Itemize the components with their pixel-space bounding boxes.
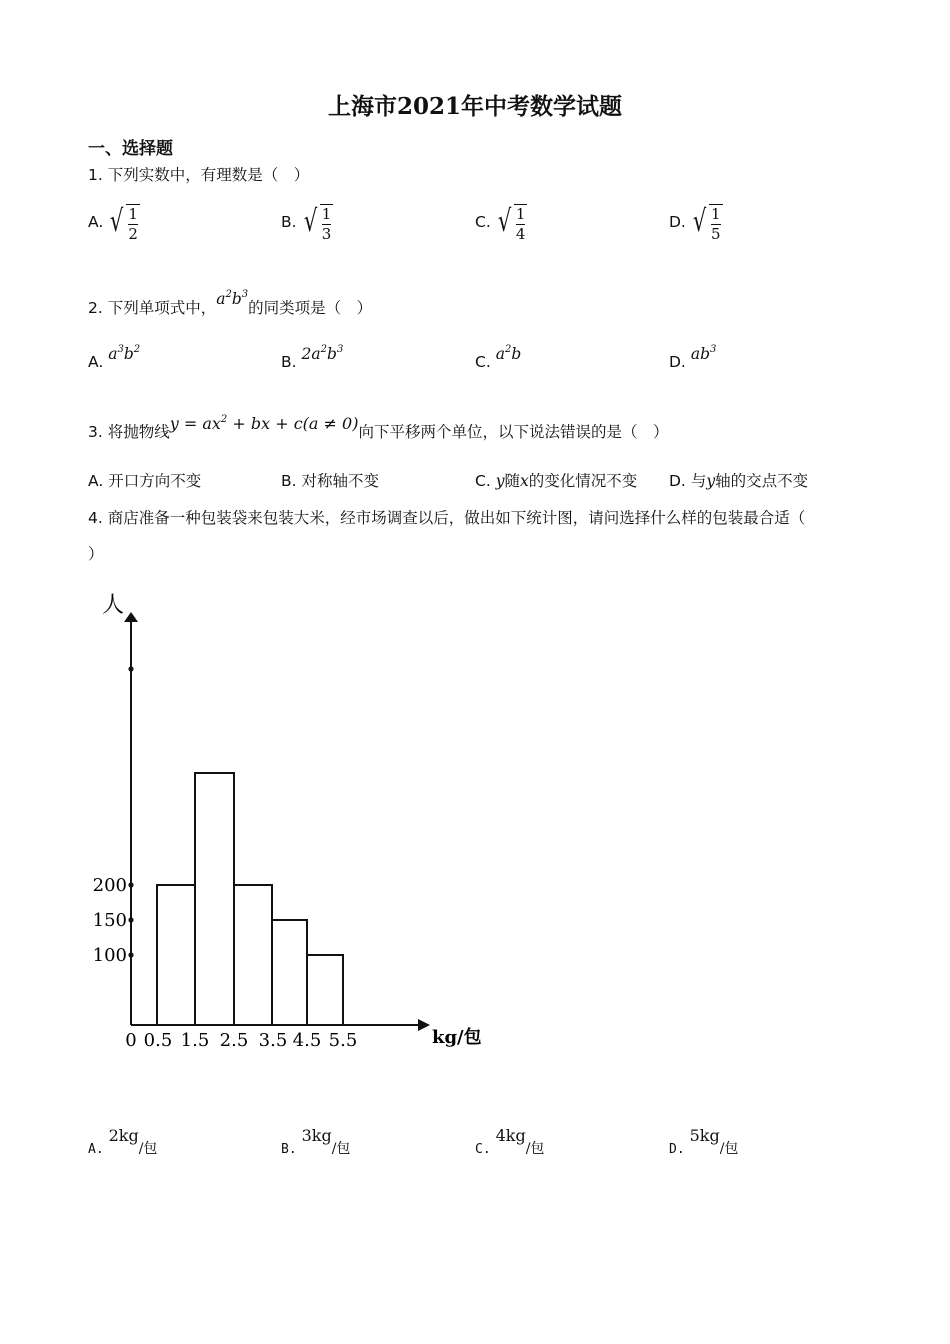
x-tick-label: 5.5: [328, 1030, 358, 1051]
section-heading: 一、选择题: [88, 139, 173, 159]
y-axis-arrow: [124, 612, 138, 622]
y-tick-mark: [128, 882, 133, 887]
q4-option-d: D. 5kg/包: [669, 1126, 739, 1157]
question-4-text-end: ）: [88, 545, 104, 563]
q3-option-c: C. y随x的变化情况不变: [475, 472, 638, 490]
y-tick-mark: [128, 952, 133, 957]
x-tick-label: 2.5: [219, 1030, 249, 1051]
q1-option-a: A. √ $\frac{1}{2}$: [88, 204, 138, 243]
y-axis-label: 人: [102, 593, 125, 618]
chart-layer: [93, 593, 482, 1051]
y-tick-label: 100: [92, 945, 127, 966]
q4-option-a: A. 2kg/包: [88, 1126, 158, 1157]
y-tick-mark: [128, 917, 133, 922]
x-tick-label: 1.5: [180, 1030, 210, 1051]
x-axis-label: kg/包: [432, 1027, 482, 1048]
q4-option-c: C. 4kg/包: [475, 1126, 545, 1157]
q3-option-a: A. 开口方向不变: [88, 472, 202, 490]
histogram-bar: [272, 920, 307, 1025]
y-tick-label: 150: [92, 910, 127, 931]
q1-option-b: B. √ $\frac{1}{3}$: [281, 204, 332, 243]
q2-option-a: A. $a^3b^2$: [88, 344, 141, 371]
q2-option-c: C. $a^2b$: [475, 344, 522, 371]
q2-option-d: D. $ab^3$: [669, 344, 717, 371]
q1-option-c: C. √ $\frac{1}{4}$: [475, 204, 526, 243]
q1-option-d: D. √ $\frac{1}{5}$: [669, 204, 721, 243]
y-axis-top-mark: [128, 666, 133, 671]
x-tick-label: 0.5: [143, 1030, 173, 1051]
question-4-text: 4. 商店准备一种包装袋来包装大米，经市场调查以后，做出如下统计图，请问选择什么样的包装最合适（: [88, 509, 806, 527]
q3-option-b: B. 对称轴不变: [281, 472, 380, 490]
question-2-text: 2. 下列单项式中，$a^2b^3$的同类项是（ ）: [88, 289, 373, 317]
question-1-text: 1. 下列实数中，有理数是（ ）: [88, 166, 310, 184]
x-tick-label: 4.5: [292, 1030, 322, 1051]
x-axis-arrow: [418, 1019, 430, 1031]
histogram-bar: [195, 773, 234, 1025]
histogram-bar: [307, 955, 343, 1025]
x-tick-label: 0: [125, 1030, 137, 1051]
x-tick-label: 3.5: [258, 1030, 288, 1051]
histogram-bar: [157, 885, 195, 1025]
page-title: 上海市2021年中考数学试题: [327, 93, 622, 120]
q2-option-b: B. $2a^2b^3$: [281, 344, 344, 371]
y-tick-label: 200: [92, 875, 127, 896]
q3-option-d: D. 与y轴的交点不变: [669, 472, 809, 490]
histogram-bar: [234, 885, 272, 1025]
question-3-text: 3. 将抛物线$y = ax^2$ + bx + c(a ≠ 0)向下平移两个单位，以下说法错误的是（ ）: [88, 414, 669, 441]
q4-option-b: B. 3kg/包: [281, 1126, 351, 1157]
